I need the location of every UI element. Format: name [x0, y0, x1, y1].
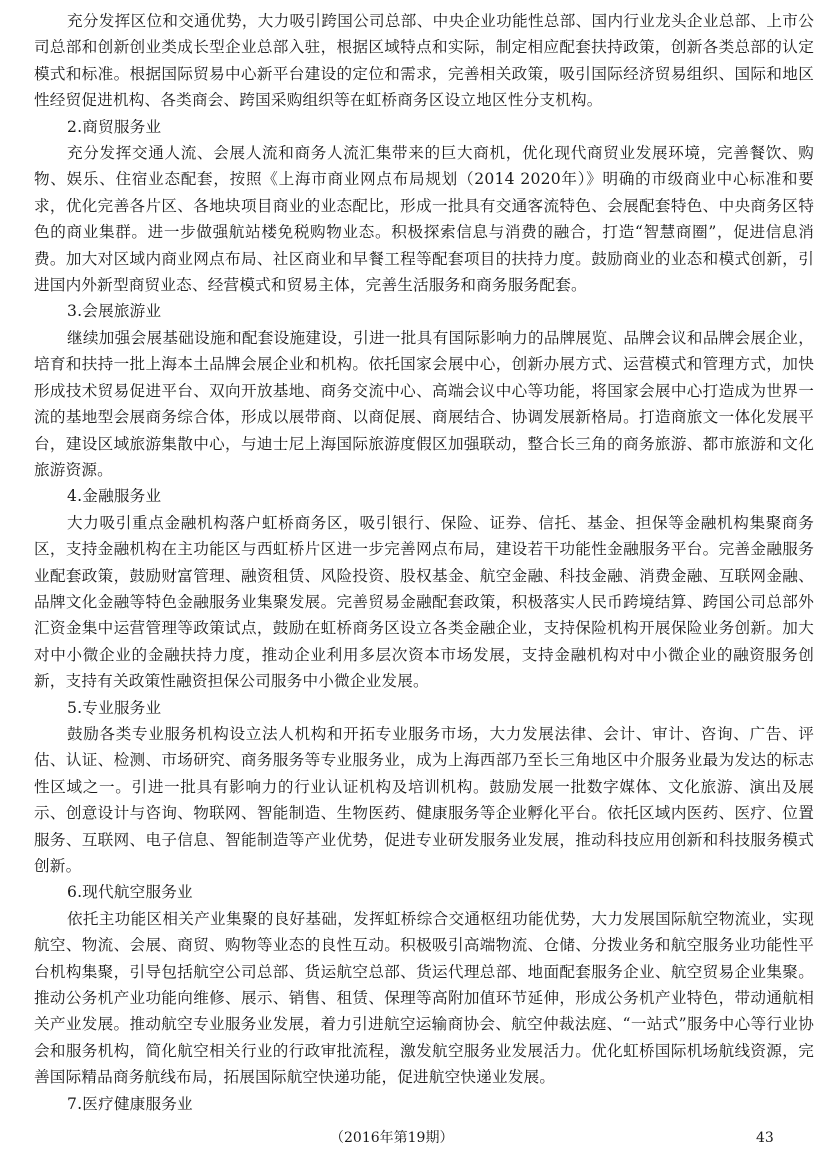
issue-label: （2016年第19期） — [330, 1130, 454, 1146]
paragraph-professional-services: 鼓励各类专业服务机构设立法人机构和开拓专业服务市场，大力发展法律、会计、审计、咨询、广告、评估、认证、检测、市场研究、商务服务等专业服务业，成为上海西部乃至长三角地区中介服务业最为发达的标志性区域之一。引进一批具有影响力的行业认证机构及培训机构。鼓励发展一批数字媒体、文化旅游、演出及展示、创意设计与咨询、物联网、智能制造、生物医药、健康服务等企业孵化平台。依托区域内医药、医疗、位置服务、互联网、电子信息、智能制造等产业优势，促进专业研发服务业发展，推动科技应用创新和科技服务模式创新。 — [34, 724, 814, 875]
section-heading-exhibition-tourism: 3.会展旅游业 — [67, 302, 162, 321]
paragraph-headquarters: 充分发挥区位和交通优势，大力吸引跨国公司总部、中央企业功能性总部、国内行业龙头企业总部、上市公司总部和创新创业类成长型企业总部入驻，根据区域特点和实际，制定相应配套扶持政策，创新各类总部的认定模式和标准。根据国际贸易中心新平台建设的定位和需求，完善相关政策，吸引国际经济贸易组织、国际和地区性经贸促进机构、各类商会、跨国采购组织等在虹桥商务区设立地区性分支机构。 — [34, 12, 814, 110]
paragraph-commerce: 充分发挥交通人流、会展人流和商务人流汇集带来的巨大商机，优化现代商贸业发展环境，完善餐饮、购物、娱乐、住宿业态配套，按照《上海市商业网点布局规划（2014 2020年）》明确的市级商业中心标准和要求，优化完善各片区、各地块项目商业的业态配比，形成一批具有交通客流特色、会展配套特色、中央商务区特色的商业集群。进一步做强航站楼免税购物业态。积极探索信息与消费的融合，打造“智慧商圈”，促进信息消费。加大对区域内商业网点布局、社区商业和早餐工程等配套项目的扶持力度。鼓励商业的业态和模式创新，引进国内外新型商贸业态、经营模式和贸易主体，完善生活服务和商务服务配套。 — [34, 144, 814, 295]
page-number: 43 — [756, 1130, 774, 1146]
section-heading-healthcare: 7.医疗健康服务业 — [67, 1094, 193, 1113]
section-heading-professional-services: 5.专业服务业 — [67, 698, 162, 717]
section-heading-finance: 4.金融服务业 — [67, 487, 162, 506]
section-heading-commerce: 2.商贸服务业 — [67, 117, 162, 136]
section-heading-aviation: 6.现代航空服务业 — [67, 883, 193, 902]
paragraph-exhibition-tourism: 继续加强会展基础设施和配套设施建设，引进一批具有国际影响力的品牌展览、品牌会议和品牌会展企业，培育和扶持一批上海本土品牌会展企业和机构。依托国家会展中心，创新办展方式、运营模式和管理方式，加快形成技术贸易促进平台、双向开放基地、商务交流中心、高端会议中心等功能，将国家会展中心打造成为世界一流的基地型会展商务综合体，形成以展带商、以商促展、商展结合、协调发展新格局。打造商旅文一体化发展平台，建设区域旅游集散中心，与迪士尼上海国际旅游度假区加强联动，整合长三角的商务旅游、都市旅游和文化旅游资源。 — [34, 328, 814, 479]
paragraph-finance: 大力吸引重点金融机构落户虹桥商务区，吸引银行、保险、证券、信托、基金、担保等金融机构集聚商务区，支持金融机构在主功能区与西虹桥片区进一步完善网点布局，建设若干功能性金融服务平台。完善金融服务业配套政策，鼓励财富管理、融资租赁、风险投资、股权基金、航空金融、科技金融、消费金融、互联网金融、品牌文化金融等特色金融服务业集聚发展。完善贸易金融配套政策，积极落实人民币跨境结算、跨国公司总部外汇资金集中运营管理等政策试点，鼓励在虹桥商务区设立各类金融企业，支持保险机构开展保险业务创新。加大对中小微企业的金融扶持力度，推动企业利用多层次资本市场发展，支持金融机构对中小微企业的融资服务创新，支持有关政策性融资担保公司服务中小微企业发展。 — [34, 513, 814, 691]
paragraph-aviation: 依托主功能区相关产业集聚的良好基础，发挥虹桥综合交通枢纽功能优势，大力发展国际航空物流业，实现航空、物流、会展、商贸、购物等业态的良性互动。积极吸引高端物流、仓储、分拨业务和航空服务业功能性平台机构集聚，引导包括航空公司总部、货运航空总部、货运代理总部、地面配套服务企业、航空贸易企业集聚。推动公务机产业功能向维修、展示、销售、租赁、保理等高附加值环节延伸，形成公务机产业特色，带动通航相关产业发展。推动航空专业服务业发展，着力引进航空运输商协会、航空仲裁法庭、“一站式”服务中心等行业协会和服务机构，简化航空相关行业的行政审批流程，激发航空服务业发展活力。优化虹桥国际机场航线资源，完善国际精品商务航线布局，拓展国际航空快递功能，促进航空快递业发展。 — [34, 909, 814, 1087]
article-body — [34, 8, 814, 1117]
